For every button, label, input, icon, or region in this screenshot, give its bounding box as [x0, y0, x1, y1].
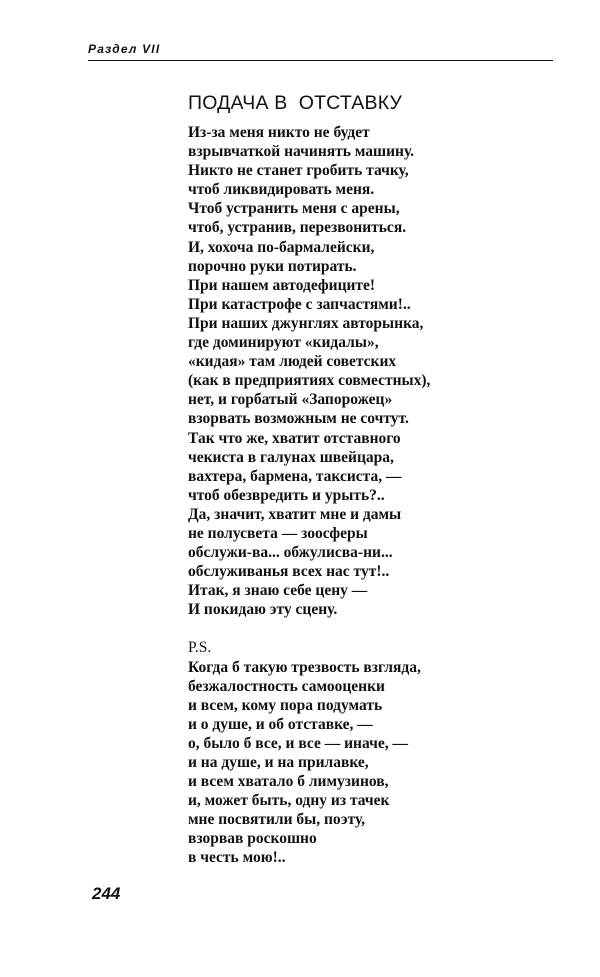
- poem-line: Чтоб устранить меня с арены,: [188, 200, 400, 218]
- ps-line: о, было б все, и все — иначе, —: [188, 734, 408, 752]
- poem-line: И покидаю эту сцену.: [188, 601, 338, 619]
- poem-line: чтоб обезвредить и урыть?..: [188, 486, 385, 504]
- ps-line: Когда б такую трезвость взгляда,: [188, 658, 421, 676]
- page-number: 244: [92, 884, 121, 903]
- running-header: [88, 40, 553, 61]
- poem-line: Так что же, хватит отставного: [188, 429, 401, 447]
- poem-line: взорвать возможным не сочтут.: [188, 410, 409, 428]
- ps-line: и всем, кому пора подумать: [188, 696, 383, 714]
- poem-line: нет, и горбатый «Запорожец»: [188, 391, 393, 409]
- poem-line: чтоб, устранив, перезвониться.: [188, 219, 407, 237]
- poem-line: При наших джунглях авторынка,: [188, 314, 424, 332]
- poem-line: Да, значит, хватит мне и дамы: [188, 505, 402, 523]
- poem-line: чекиста в галунах швейцара,: [188, 448, 394, 466]
- poem-line: вахтера, бармена, таксиста, —: [188, 467, 402, 485]
- ps-line: мне посвятили бы, поэту,: [188, 811, 366, 829]
- poem-line: порочно руки потирать.: [188, 257, 357, 275]
- ps-line: и о душе, и об отставке, —: [188, 715, 373, 733]
- poem-line: чтоб ликвидировать меня.: [188, 181, 375, 199]
- poem-line: При нашем автодефиците!: [188, 276, 376, 294]
- poem-line: взрывчаткой начинять машину.: [188, 143, 415, 161]
- poem-body: [188, 123, 518, 868]
- ps-line: и на душе, и на прилавке,: [188, 754, 369, 771]
- poem-line: обслуживанья всех нас тут!..: [188, 563, 390, 581]
- ps-line: безжалостность самооценки: [188, 677, 385, 695]
- poem-line: (как в предприятиях совместных),: [188, 372, 431, 390]
- section-label: Раздел VII: [88, 42, 161, 56]
- ps-line: в честь мою!..: [188, 849, 286, 867]
- ps-line: и, может быть, одну из тачек: [188, 792, 390, 810]
- stanza-break: [188, 619, 518, 638]
- ps-line: взорвав роскошно: [188, 830, 317, 848]
- poem: [188, 92, 518, 868]
- poem-line: не полусвета — зоосферы: [188, 524, 368, 542]
- poem-line: И, хохоча по-бармалейски,: [188, 238, 375, 256]
- poem-line: Итак, я знаю себе цену —: [188, 582, 368, 600]
- poem-line: Из-за меня никто не будет: [188, 124, 370, 141]
- poem-line: Никто не станет гробить тачку,: [188, 162, 409, 180]
- poem-line: При катастрофе с запчастями!..: [188, 295, 411, 313]
- poem-line: где доминируют «кидалы»,: [188, 334, 379, 352]
- postscript-label: P.S.: [188, 639, 212, 657]
- poem-title: ПОДАЧА В ОТСТАВКУ: [188, 92, 403, 114]
- ps-line: и всем хватало б лимузинов,: [188, 773, 389, 791]
- poem-line: обслужи-ва... обжулисва-ни...: [188, 544, 393, 562]
- poem-line: «кидая» там людей советских: [188, 353, 397, 371]
